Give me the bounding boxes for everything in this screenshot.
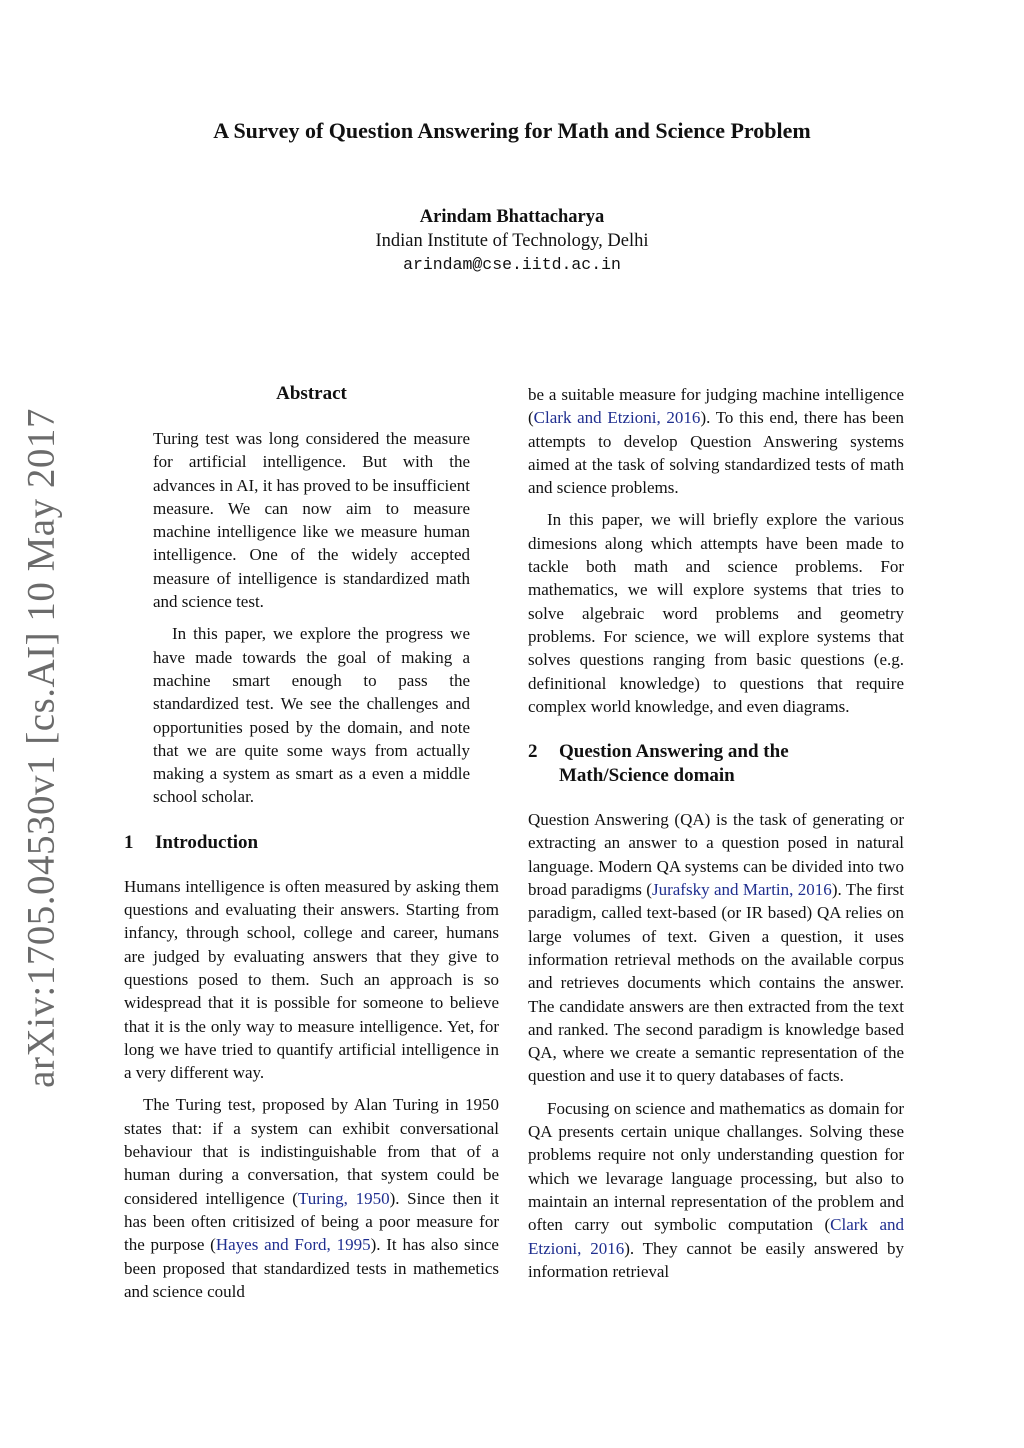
section-1-heading [124, 831, 499, 855]
section-2-number: 2 [528, 741, 538, 763]
intro-paragraph-3: In this paper, we will briefly explore the various dimesions along which attempts have been made to tackle both math and science problems. For mathematics, we will explore systems that tries to solve algebraic word problems and geometry problems. For science, we will explore systems that solves questions ranging from basic questions (e.g. definitional knowledge) to questions that require complex world knowledge, and even diagrams. [528, 510, 904, 716]
section-2-heading [528, 740, 904, 788]
abstract-body [153, 427, 470, 809]
section-2-title: Question Answering and the Math/Science domain [559, 741, 789, 787]
arxiv-identifier: arXiv:1705.04530v1 [cs.AI] 10 May 2017 [19, 408, 63, 1088]
abstract-paragraph-2: In this paper, we explore the progress we have made towards the goal of making a machine smart enough to pass the standardized test. We see the challenges and opportunities posed by the domain, and note that we are quite some ways from actually making a system as smart as a even a middle school scholar. [153, 624, 470, 807]
intro-paragraph-1: Humans intelligence is often measured by asking them questions and evaluating their answers. Starting from infancy, through school, college and career, humans are judged by evaluating answers that they give to questions posed to them. Such an approach is so widespread that it is possible for someone to believe that it is the only way to measure intelligence. Yet, for long we have tried to quantify artificial intelligence in a very different way. [124, 876, 499, 1083]
citation-clark-etzioni-2[interactable]: Clark and Etzioni, 2016 [528, 1215, 904, 1258]
abstract-heading: Abstract [276, 383, 347, 404]
citation-clark-etzioni[interactable]: Clark and Etzioni, 2016 [533, 408, 701, 428]
right-column [528, 383, 904, 1292]
citation-turing[interactable]: Turing, 1950 [297, 1188, 390, 1208]
left-column [124, 383, 499, 1312]
section-1-title: Introduction [155, 831, 259, 853]
section-1-number: 1 [124, 831, 134, 853]
paper-title: A Survey of Question Answering for Math and Science Problem [213, 118, 811, 143]
author-email[interactable]: arindam@cse.iitd.ac.in [403, 255, 621, 274]
citation-jurafsky-martin[interactable]: Jurafsky and Martin, 2016 [651, 880, 832, 900]
qa-paragraph-2: Focusing on science and mathematics as domain for QA presents certain unique challanges. Solving these problems require not only understanding question for which we levarage language processing, but also to maintain an internal representation of the problem and often carry out symbolic computation (Clark and Etzioni, 2016). They cannot be easily answered by information retrieval [528, 1098, 904, 1281]
abstract-paragraph-1: Turing test was long considered the measure for artificial intelligence. But with the advances in AI, it has proved to be insufficient measure. We can now aim to measure machine intelligence like we measure human intelligence. One of the widely accepted measure of intelligence is standardized math and science test. [153, 429, 470, 612]
intro-paragraph-2-continued: be a suitable measure for judging machine intelligence (Clark and Etzioni, 2016). To this end, there has been attempts to develop Question Answering systems aimed at the task of solving standardized tests of math and science problems. [528, 385, 905, 498]
qa-paragraph-1: Question Answering (QA) is the task of generating or extracting an answer to a question posed in natural language. Modern QA systems can be divided into two broad paradigms (Jurafsky and Martin, 2016). The first paradigm, called text-based (or IR based) QA relies on large volumes of text. Given a question, it uses information retrieval methods on the available corpus and retrieves documents which contains the answer. The candidate answers are then extracted from the text and ranked. The second paradigm is knowledge based QA, where we create a semantic representation of the question and use it to query databases of facts. [528, 810, 905, 1086]
author-affiliation: Indian Institute of Technology, Delhi [375, 231, 649, 251]
citation-hayes-ford[interactable]: Hayes and Ford, 1995 [215, 1235, 371, 1255]
author-block [0, 205, 1024, 277]
author-name: Arindam Bhattacharya [419, 207, 605, 227]
intro-paragraph-2: The Turing test, proposed by Alan Turing in 1950 states that: if a system can exhibit conversational behaviour that is indistinguishable from that of a human during a conversation, that system could be considered intelligence (Turing, 1950). Since then it has been often critisized of being a poor measure for the purpose (Hayes and Ford, 1995). It has also since been proposed that standardized tests in mathemetics and science could [124, 1095, 499, 1301]
